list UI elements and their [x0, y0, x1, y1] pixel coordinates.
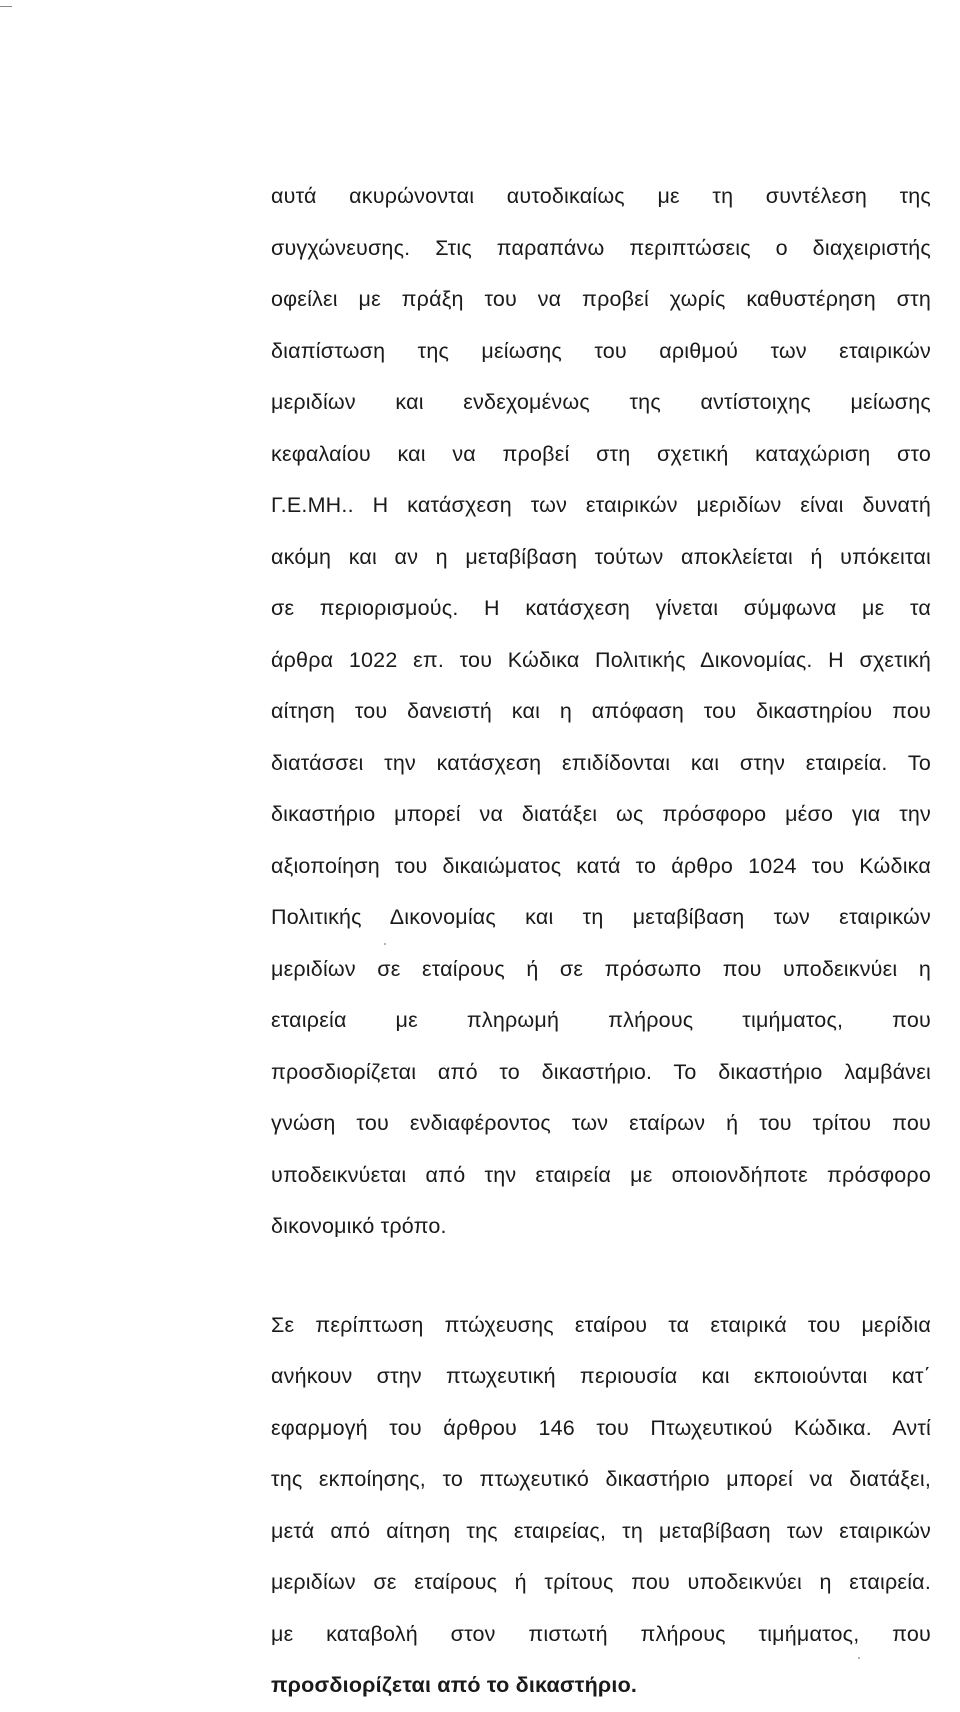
paragraph-spacing: [271, 1253, 931, 1300]
text-line: άρθρα 1022 επ. του Κώδικα Πολιτικής Δικονομίας. Η σχετική: [271, 647, 931, 672]
text-line: μεριδίων σε εταίρους ή σε πρόσωπο που υποδεικνύει η: [271, 956, 931, 981]
document-body: [271, 171, 931, 1712]
text-line: ανήκουν στην πτωχευτική περιουσία και εκποιούνται κατ΄: [271, 1364, 931, 1388]
paragraph-2: [271, 1300, 931, 1712]
text-line: αυτά ακυρώνονται αυτοδικαίως με τη συντέλεση της: [271, 184, 931, 208]
text-line: συγχώνευσης. Στις παραπάνω περιπτώσεις ο διαχειριστής: [271, 235, 931, 260]
text-line: μεριδίων σε εταίρους ή τρίτους που υποδεικνύει η εταιρεία.: [271, 1570, 931, 1594]
paragraph-1: [271, 171, 931, 1253]
text-line: αξιοποίηση του δικαιώματος κατά το άρθρο 1024 του Κώδικα: [271, 853, 931, 878]
text-line: της εκποίησης, το πτωχευτικό δικαστήριο μπορεί να διατάξει,: [271, 1467, 931, 1491]
text-line: εταιρεία με πληρωμή πλήρους τιμήματος, που: [271, 1008, 931, 1032]
text-line: αίτηση του δανειστή και η απόφαση του δικαστηρίου που: [271, 699, 931, 723]
text-line: ακόμη και αν η μεταβίβαση τούτων αποκλείεται ή υπόκειται: [271, 544, 931, 569]
text-line: μεριδίων και ενδεχομένως της αντίστοιχης μείωσης: [271, 390, 931, 414]
text-line: δικαστήριο μπορεί να διατάξει ως πρόσφορο μέσο για την: [271, 802, 931, 826]
text-line: προσδιορίζεται από το δικαστήριο. Το δικαστήριο λαμβάνει: [271, 1059, 931, 1084]
text-line: Σε περίπτωση πτώχευσης εταίρου τα εταιρικά του μερίδια: [271, 1312, 931, 1337]
scan-corner-mark: [0, 6, 12, 7]
bold-text-line: προσδιορίζεται από το δικαστήριο.: [271, 1673, 638, 1697]
text-line: με καταβολή στον πιστωτή πλήρους τιμήματος, που: [271, 1621, 931, 1646]
text-line: Πολιτικής Δικονομίας και τη μεταβίβαση των εταιρικών: [271, 905, 931, 929]
text-line: Γ.Ε.ΜΗ.. Η κατάσχεση των εταιρικών μεριδίων είναι δυνατή: [271, 493, 931, 517]
text-line: γνώση του ενδιαφέροντος των εταίρων ή του τρίτου που: [271, 1111, 931, 1135]
text-line: σε περιορισμούς. Η κατάσχεση γίνεται σύμφωνα με τα: [271, 596, 931, 620]
text-line: οφείλει με πράξη του να προβεί χωρίς καθυστέρηση στη: [271, 287, 931, 311]
text-line: υποδεικνύεται από την εταιρεία με οποιονδήποτε πρόσφορο: [271, 1162, 931, 1187]
text-line: διατάσσει την κατάσχεση επιδίδονται και στην εταιρεία. Το: [271, 750, 931, 775]
text-line: μετά από αίτηση της εταιρείας, τη μεταβίβαση των εταιρικών: [271, 1518, 931, 1543]
text-line: δικονομικό τρόπο.: [271, 1214, 447, 1238]
text-line: εφαρμογή του άρθρου 146 του Πτωχευτικού Κώδικα. Αντί: [271, 1415, 931, 1440]
text-line: κεφαλαίου και να προβεί στη σχετική καταχώριση στο: [271, 441, 931, 466]
text-line: διαπίστωση της μείωσης του αριθμού των εταιρικών: [271, 338, 931, 363]
